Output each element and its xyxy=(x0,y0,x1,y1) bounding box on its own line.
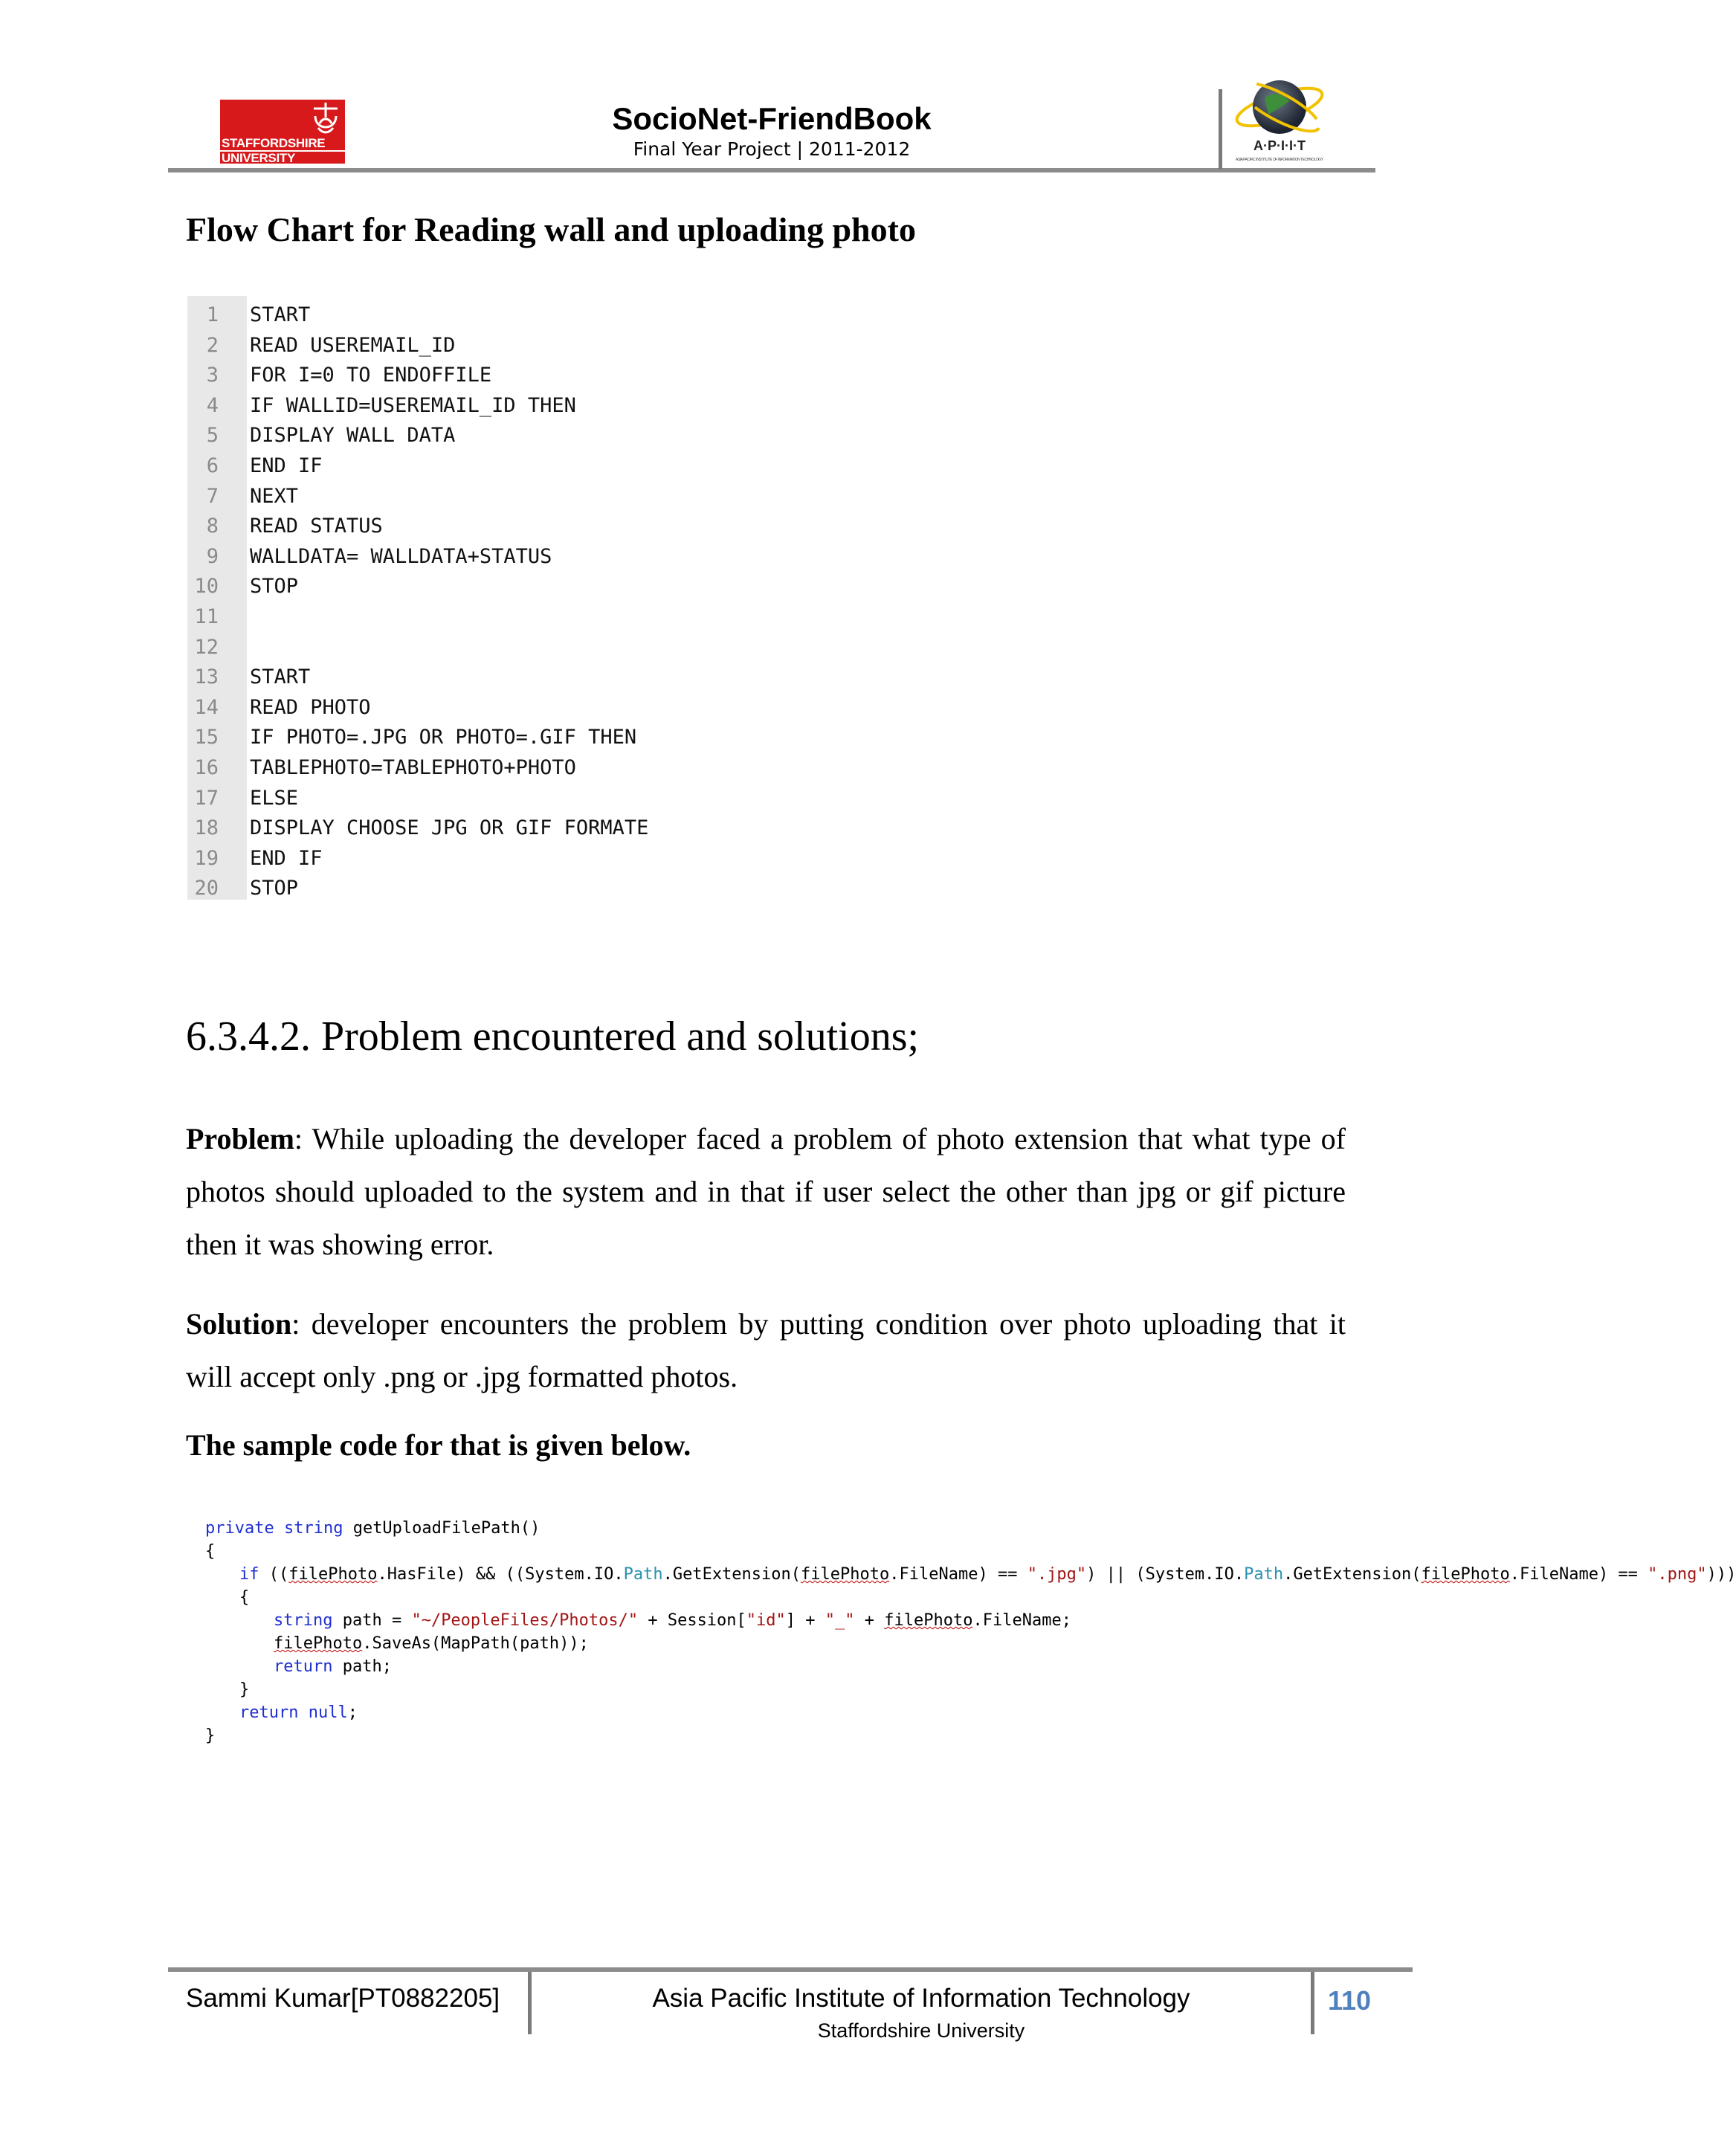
listing-code: NEXT xyxy=(250,484,299,508)
line-number: 1 xyxy=(206,303,219,326)
header-vertical-divider xyxy=(1219,89,1222,170)
code-text: path = xyxy=(332,1611,412,1630)
line-number: 2 xyxy=(206,333,219,357)
line-number: 6 xyxy=(206,454,219,477)
footer-divider xyxy=(168,1967,1413,1972)
code-identifier: filePhoto xyxy=(288,1565,378,1584)
code-line xyxy=(239,1563,1736,1586)
listing-code: STOP xyxy=(250,877,299,900)
line-number: 20 xyxy=(194,877,219,900)
listing-code: TABLEPHOTO=TABLEPHOTO+PHOTO xyxy=(250,756,576,779)
listing-code: DISPLAY WALL DATA xyxy=(250,424,456,448)
listing-code: READ PHOTO xyxy=(250,695,371,719)
code-text: path; xyxy=(332,1657,392,1676)
code-line xyxy=(274,1655,392,1678)
code-keyword: return xyxy=(239,1703,299,1722)
code-string: "~/PeopleFiles/Photos/" xyxy=(411,1611,639,1630)
code-text: getUploadFilePath() xyxy=(343,1519,541,1538)
footer-vertical-divider xyxy=(1311,1972,1314,2034)
apiit-logo-caption: ASIA PACIFIC INSTITUTE OF INFORMATION TECHNOLOGY xyxy=(1236,158,1323,162)
code-string: ".jpg" xyxy=(1027,1565,1087,1584)
code-keyword: private xyxy=(205,1519,274,1538)
code-text: .FileName; xyxy=(972,1611,1071,1630)
line-number: 11 xyxy=(194,605,219,628)
code-line: } xyxy=(239,1680,250,1699)
code-string: ".png" xyxy=(1648,1565,1707,1584)
listing-code: WALLDATA= WALLDATA+STATUS xyxy=(250,544,552,568)
solution-paragraph xyxy=(186,1297,1346,1403)
problem-text: : While uploading the developer faced a problem of photo extension that what type of photos should uploaded to the system and in that if user select the other than jpg or gif picture then it was showing error. xyxy=(186,1122,1346,1261)
page-header xyxy=(168,67,1375,172)
code-text: .SaveAs(MapPath(path)); xyxy=(362,1634,589,1653)
code-line xyxy=(239,1701,358,1724)
listing-code: IF WALLID=USEREMAIL_ID THEN xyxy=(250,393,576,417)
listing-code: STOP xyxy=(250,575,299,599)
code-keyword: string xyxy=(283,1519,343,1538)
line-number: 7 xyxy=(206,484,219,508)
problem-paragraph xyxy=(186,1112,1346,1271)
flow-chart-heading: Flow Chart for Reading wall and uploading photo xyxy=(186,210,916,248)
code-text: + Session[ xyxy=(638,1611,746,1630)
line-number: 8 xyxy=(206,515,219,538)
code-keyword: string xyxy=(274,1611,333,1630)
line-number: 15 xyxy=(194,726,219,749)
code-identifier: filePhoto xyxy=(884,1611,973,1630)
sample-code-heading: The sample code for that is given below. xyxy=(186,1428,691,1462)
footer-university: Staffordshire University xyxy=(817,2019,1025,2042)
code-text: .HasFile) && ((System.IO. xyxy=(377,1565,624,1584)
solution-text: : developer encounters the problem by putting condition over photo uploading that it will accept only .png or .jpg formatted photos. xyxy=(186,1307,1346,1393)
listing-code: START xyxy=(250,303,311,326)
code-type: Path xyxy=(1244,1565,1284,1584)
code-line: { xyxy=(205,1542,216,1561)
footer-institute: Asia Pacific Institute of Information Technology xyxy=(652,1984,1190,2013)
code-text: ) || (System.IO. xyxy=(1086,1565,1245,1584)
code-text: .GetExtension( xyxy=(1283,1565,1422,1584)
line-number: 12 xyxy=(194,635,219,659)
page-number: 110 xyxy=(1328,1985,1372,2016)
listing-code: START xyxy=(250,665,311,689)
listing-code: READ STATUS xyxy=(250,515,383,538)
section-heading: 6.3.4.2. Problem encountered and solutions; xyxy=(186,1013,920,1060)
staffordshire-wordmark-line2: UNIVERSITY xyxy=(220,150,345,165)
line-number: 13 xyxy=(194,665,219,689)
line-number: 9 xyxy=(206,544,219,568)
code-identifier: filePhoto xyxy=(801,1565,890,1584)
code-string: "id" xyxy=(746,1611,786,1630)
code-type: Path xyxy=(623,1565,663,1584)
listing-code: DISPLAY CHOOSE JPG OR GIF FORMATE xyxy=(250,816,649,840)
code-line: } xyxy=(205,1726,216,1745)
code-text: ))) xyxy=(1706,1565,1736,1584)
listing-code: READ USEREMAIL_ID xyxy=(250,333,456,357)
code-text: .GetExtension( xyxy=(662,1565,801,1584)
code-text: ] + xyxy=(785,1611,825,1630)
line-number: 4 xyxy=(206,393,219,417)
problem-label: Problem xyxy=(186,1122,294,1155)
staffordshire-wordmark-line1: STAFFORDSHIRE xyxy=(222,136,326,150)
line-number: 17 xyxy=(194,786,219,810)
code-keyword: null xyxy=(308,1703,348,1722)
line-number: 19 xyxy=(194,846,219,870)
code-text: .FileName) == xyxy=(1509,1565,1648,1584)
code-string: "_" xyxy=(825,1611,855,1630)
code-text: + xyxy=(854,1611,885,1630)
solution-label: Solution xyxy=(186,1307,292,1341)
listing-code: ELSE xyxy=(250,786,299,810)
code-text: .FileName) == xyxy=(889,1565,1027,1584)
code-keyword: if xyxy=(239,1565,259,1584)
listing-code: IF PHOTO=.JPG OR PHOTO=.GIF THEN xyxy=(250,726,637,749)
code-text: ; xyxy=(347,1703,358,1722)
apiit-logo-text: A·P·I·I·T xyxy=(1253,138,1306,153)
code-line xyxy=(274,1609,1071,1632)
code-identifier: filePhoto xyxy=(274,1634,363,1653)
header-divider xyxy=(168,168,1375,172)
code-line: { xyxy=(239,1588,250,1607)
listing-code: END IF xyxy=(250,846,323,870)
code-keyword: return xyxy=(274,1657,333,1676)
page-footer xyxy=(168,1967,1413,2049)
line-number: 18 xyxy=(194,816,219,840)
line-number: 5 xyxy=(206,424,219,448)
code-text xyxy=(298,1703,308,1722)
line-number: 3 xyxy=(206,364,219,387)
footer-author: Sammi Kumar[PT0882205] xyxy=(186,1984,500,2013)
line-number: 10 xyxy=(194,575,219,599)
code-text: (( xyxy=(259,1565,289,1584)
listing-code: END IF xyxy=(250,454,323,477)
code-identifier: filePhoto xyxy=(1421,1565,1510,1584)
header-project-title: SocioNet-FriendBook xyxy=(612,101,932,136)
line-number: 14 xyxy=(194,695,219,719)
listing-code: FOR I=0 TO ENDOFFILE xyxy=(250,364,492,387)
code-line xyxy=(274,1632,589,1655)
apiit-logo-icon xyxy=(1231,70,1328,165)
line-number: 16 xyxy=(194,756,219,779)
header-project-subtitle: Final Year Project | 2011-2012 xyxy=(633,138,911,160)
code-line xyxy=(205,1517,540,1540)
